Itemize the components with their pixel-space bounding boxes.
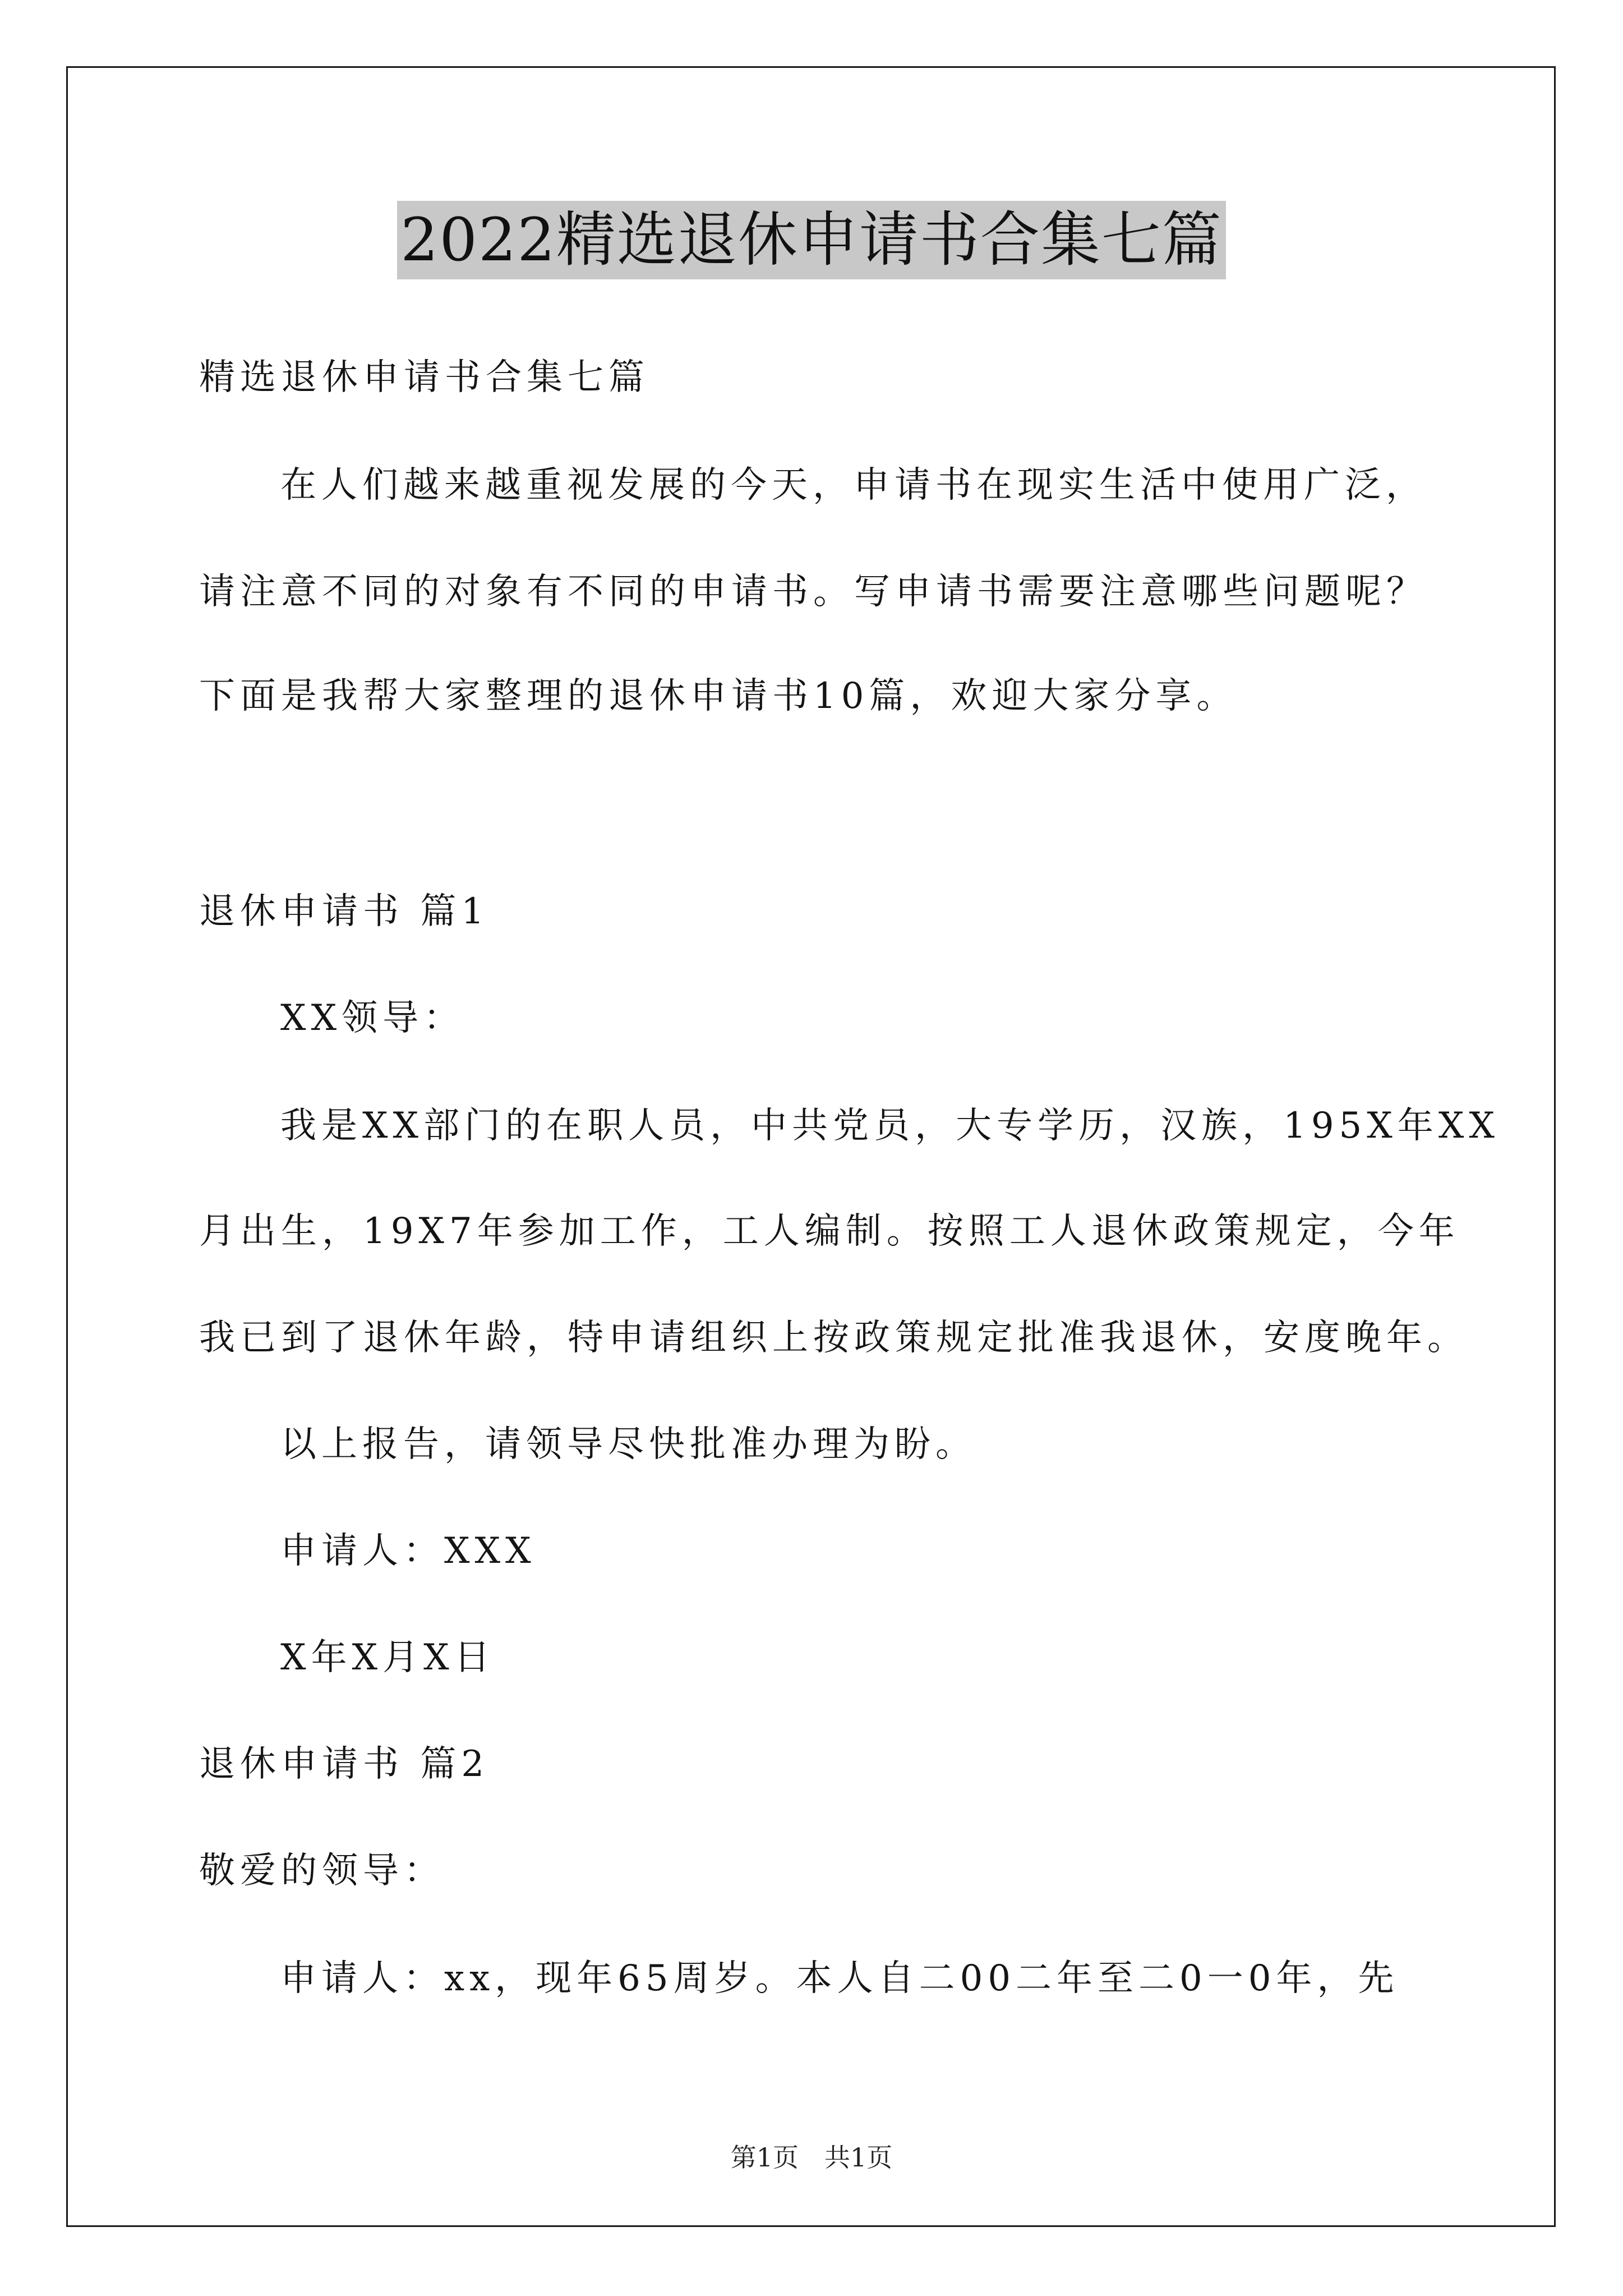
document-subtitle: 精选退休申请书合集七篇 bbox=[199, 357, 649, 398]
intro-line-2: 请注意不同的对象有不同的申请书。写申请书需要注意哪些问题呢？ bbox=[199, 571, 1427, 613]
section1-heading: 退休申请书 篇1 bbox=[199, 891, 490, 932]
section2-salutation: 敬爱的领导： bbox=[199, 1850, 445, 1892]
intro-line-3: 下面是我帮大家整理的退休申请书10篇，欢迎大家分享。 bbox=[199, 675, 1238, 717]
section1-closing: 以上报告，请领导尽快批准办理为盼。 bbox=[280, 1424, 976, 1465]
section1-salutation: XX领导： bbox=[280, 997, 465, 1039]
section2-body-line-1: 申请人：xx，现年65周岁。本人自二00二年至二0一0年，先 bbox=[280, 1958, 1399, 1999]
page-footer: 第1页 共1页 bbox=[730, 2142, 893, 2173]
title-container bbox=[0, 201, 1623, 279]
section1-date: X年X月X日 bbox=[280, 1637, 495, 1678]
section1-body-line-2: 月出生，19X7年参加工作，工人编制。按照工人退休政策规定，今年 bbox=[199, 1211, 1460, 1252]
section1-body-line-3: 我已到了退休年龄，特申请组织上按政策规定批准我退休，安度晚年。 bbox=[199, 1317, 1468, 1359]
document-title: 2022精选退休申请书合集七篇 bbox=[397, 201, 1226, 279]
section1-body-line-1: 我是XX部门的在职人员，中共党员，大专学历，汉族，195X年XX bbox=[280, 1105, 1500, 1147]
section1-applicant: 申请人：XXX bbox=[280, 1530, 536, 1572]
intro-line-1: 在人们越来越重视发展的今天，申请书在现实生活中使用广泛， bbox=[280, 464, 1427, 506]
section2-heading: 退休申请书 篇2 bbox=[199, 1743, 490, 1785]
